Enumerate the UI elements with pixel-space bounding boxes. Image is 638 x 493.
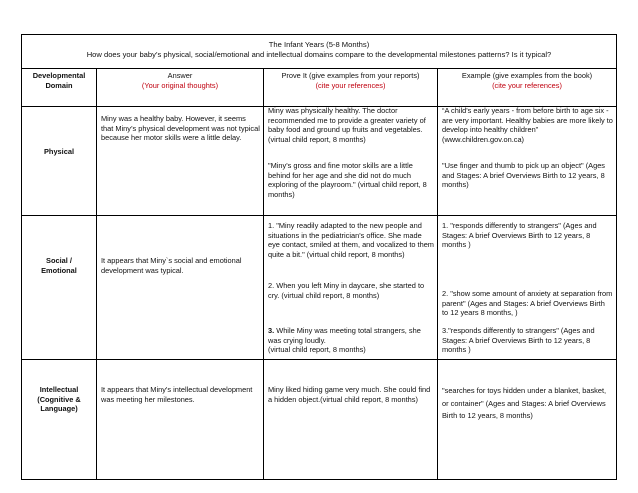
social-prove-3 [268, 326, 434, 355]
social-answer: It appears that Miny`s social and emotional development was typical. [101, 256, 242, 275]
header-answer-label: Answer [167, 71, 193, 80]
physical-answer: Miny was a healthy baby. However, it seems that Miny’s physical development was not typical because her motor skills were a little delay. [101, 114, 260, 143]
intellectual-answer: It appears that Miny's intellectual development was meeting her milestones. [101, 385, 253, 404]
header-answer [97, 69, 264, 106]
social-prove-2: 2. When you left Miny in daycare, she started to cry. (virtual child report, 8 months) [268, 281, 425, 300]
social-prove-3-ref: (virtual child report, 8 months) [268, 345, 366, 355]
social-example-1: 1. "responds differently to strangers" (Ages and Stages: A brief Overviews Birth to 12 years, 8 months ) [442, 221, 597, 250]
header-answer-sub: (Your original thoughts) [141, 80, 219, 90]
header-row [22, 69, 616, 107]
social-prove-1: 1. "Miny readily adapted to the new people and situations in the pediatrician's office. She made eye contact, smiled at them, and vocalized to them quite a bit." (virtual child report, 8 months) [268, 221, 434, 259]
intellectual-prove-cell [264, 359, 438, 479]
header-prove-sub: (cite your references) [315, 80, 386, 90]
physical-domain-cell [22, 106, 97, 215]
physical-prove-cell [264, 106, 438, 215]
social-prove-cell [264, 215, 438, 359]
social-prove-3-number: 3. [268, 326, 275, 335]
table-title-block [22, 35, 616, 69]
intellectual-example-1: "searches for toys hidden under a blanket, basket, or container" (Ages and Stages: A brief Overviews Birth to 12 years, 8 months) [442, 386, 607, 420]
social-prove-3-text: While Miny was meeting total strangers, she was crying loudly. [268, 326, 421, 345]
header-domain [22, 69, 97, 106]
social-domain: Social / Emotional [41, 256, 77, 275]
social-domain-cell [22, 215, 97, 359]
intellectual-domain-cell [22, 359, 97, 479]
header-prove-label: Prove It (give examples from your reports) [281, 71, 420, 80]
physical-prove-1: Miny was physically healthy. The doctor recommended me to provide a greater variety of baby food and ground up fruits and vegetables. (virtual child report, 8 months) [268, 106, 426, 144]
header-example [438, 69, 616, 106]
table-title: The Infant Years (5-8 Months) [268, 40, 370, 49]
row-intellectual [22, 359, 616, 479]
milestones-table [21, 34, 617, 480]
physical-answer-cell [97, 106, 264, 215]
social-answer-cell [97, 215, 264, 359]
social-example-3: 3."responds differently to strangers" (Ages and Stages: A brief Overviews Birth to 12 years, 8 months ) [442, 326, 595, 355]
social-example-cell [438, 215, 616, 359]
intellectual-answer-cell [97, 359, 264, 479]
intellectual-example-cell [438, 359, 616, 479]
physical-prove-2: "Miny's gross and fine motor skills are a little behind for her age and she did not do much exploring of the playroom." (virtual child report, 8 months) [268, 161, 427, 199]
intellectual-domain: Intellectual (Cognitive & Language) [37, 385, 81, 414]
header-example-sub: (cite your references) [492, 80, 562, 90]
row-social-emotional [22, 215, 616, 360]
physical-example-1: “A child's early years - from before birth to age six - are very important. Healthy babies are more likely to develop into healthy children” (www.children.gov.on.ca) [442, 106, 613, 144]
header-example-label: Example (give examples from the book) [461, 71, 593, 80]
row-physical [22, 106, 616, 216]
header-domain-label: Developmental Domain [32, 71, 86, 90]
physical-domain: Physical [44, 147, 74, 156]
header-prove [264, 69, 438, 106]
physical-example-2: "Use finger and thumb to pick up an object" (Ages and Stages: A brief Overviews Birth to 12 years, 8 months) [442, 161, 606, 190]
table-question: How does your baby’s physical, social/emotional and intellectual domains compare to the developmental milestones patterns? Is it typical? [86, 50, 552, 59]
intellectual-prove-1: Miny liked hiding game very much. She could find a hidden object.(virtual child report, 8 months) [268, 385, 431, 404]
social-example-2: 2. "show some amount of anxiety at separation from parent" (Ages and Stages: A brief Overviews Birth to 12 years 8 months, ) [442, 289, 613, 318]
physical-example-cell [438, 106, 616, 215]
